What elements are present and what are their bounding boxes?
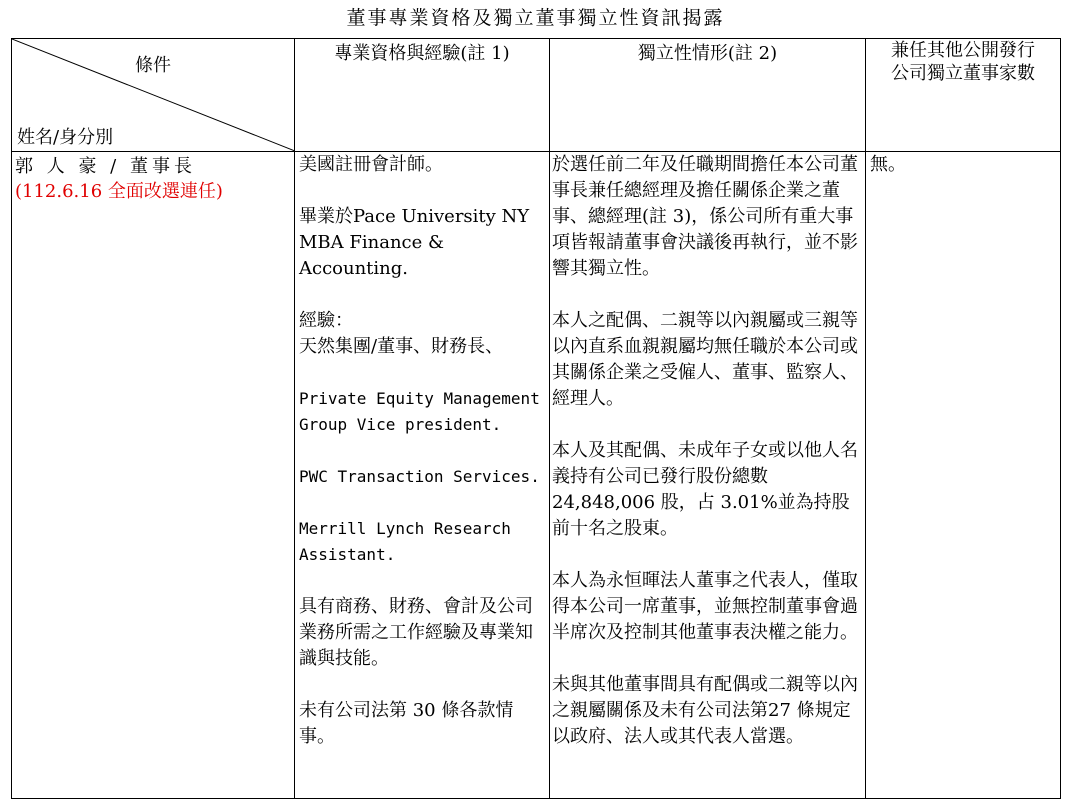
qualification-law: 未有公司法第 30 條各款情事。 <box>299 700 514 747</box>
header-name-label: 姓名/身分別 <box>17 127 114 148</box>
header-other-boards-line1: 兼任其他公開發行 <box>891 40 1035 61</box>
independence-item-3: 本人及其配偶、未成年子女或以他人名義持有公司已發行股份總數24,848,006 股，占 3.01%並為持股前十名之股東。 <box>552 440 858 539</box>
other-boards-value: 無。 <box>870 154 906 175</box>
disclosure-table <box>11 38 1061 799</box>
qualification-experience-3: PWC Transaction Services. <box>299 467 540 486</box>
qualification-skills: 具有商務、財務、會計及公司業務所需之工作經驗及專業知識與技能。 <box>299 596 533 669</box>
header-other-boards-line2: 公司獨立董事家數 <box>891 63 1035 84</box>
independence-cell <box>550 152 866 799</box>
independence-item-2: 本人之配偶、二親等以內親屬或三親等以內直系血親親屬均無任職於本公司或其關係企業之受僱人、董事、監察人、經理人。 <box>552 310 858 409</box>
independence-item-1: 於選任前二年及任職期間擔任本公司董事長兼任總經理及擔任關係企業之董事、總經理(註 3)，係公司所有重大事項皆報請董事會決議後再執行，並不影響其獨立性。 <box>552 154 858 279</box>
qualification-experience-1: 天然集團/董事、財務長、 <box>299 336 504 357</box>
director-name: 郭 人 豪 / 董事長 <box>15 156 196 177</box>
election-note: (112.6.16 全面改選連任) <box>15 181 223 202</box>
header-independence: 獨立性情形(註 2) <box>550 39 866 152</box>
header-qualifications: 專業資格與經驗(註 1) <box>295 39 550 152</box>
qualifications-cell <box>295 152 550 799</box>
table-row <box>12 152 1061 799</box>
qualification-education: 畢業於Pace University NY MBA Finance & Accounting. <box>299 206 530 279</box>
qualification-experience-label: 經驗： <box>299 310 353 331</box>
document-title: 董事專業資格及獨立董事獨立性資訊揭露 <box>346 7 725 29</box>
other-boards-cell <box>866 152 1061 799</box>
qualification-experience-4: Merrill Lynch Research Assistant. <box>299 519 511 564</box>
header-row <box>12 39 1061 152</box>
header-condition-label: 條件 <box>135 55 171 76</box>
independence-item-5: 未與其他董事間具有配偶或二親等以內之親屬關係及未有公司法第27 條規定以政府、法人或其代表人當選。 <box>552 674 858 747</box>
independence-item-4: 本人為永恒暉法人董事之代表人，僅取得本公司一席董事，並無控制董事會過半席次及控制其他董事表決權之能力。 <box>552 570 858 643</box>
qualification-cpa: 美國註冊會計師。 <box>299 154 443 175</box>
diagonal-header-cell <box>12 39 295 152</box>
qualification-experience-2: Private Equity Management Group Vice president. <box>299 389 540 434</box>
header-other-boards <box>866 39 1061 152</box>
name-cell <box>12 152 295 799</box>
